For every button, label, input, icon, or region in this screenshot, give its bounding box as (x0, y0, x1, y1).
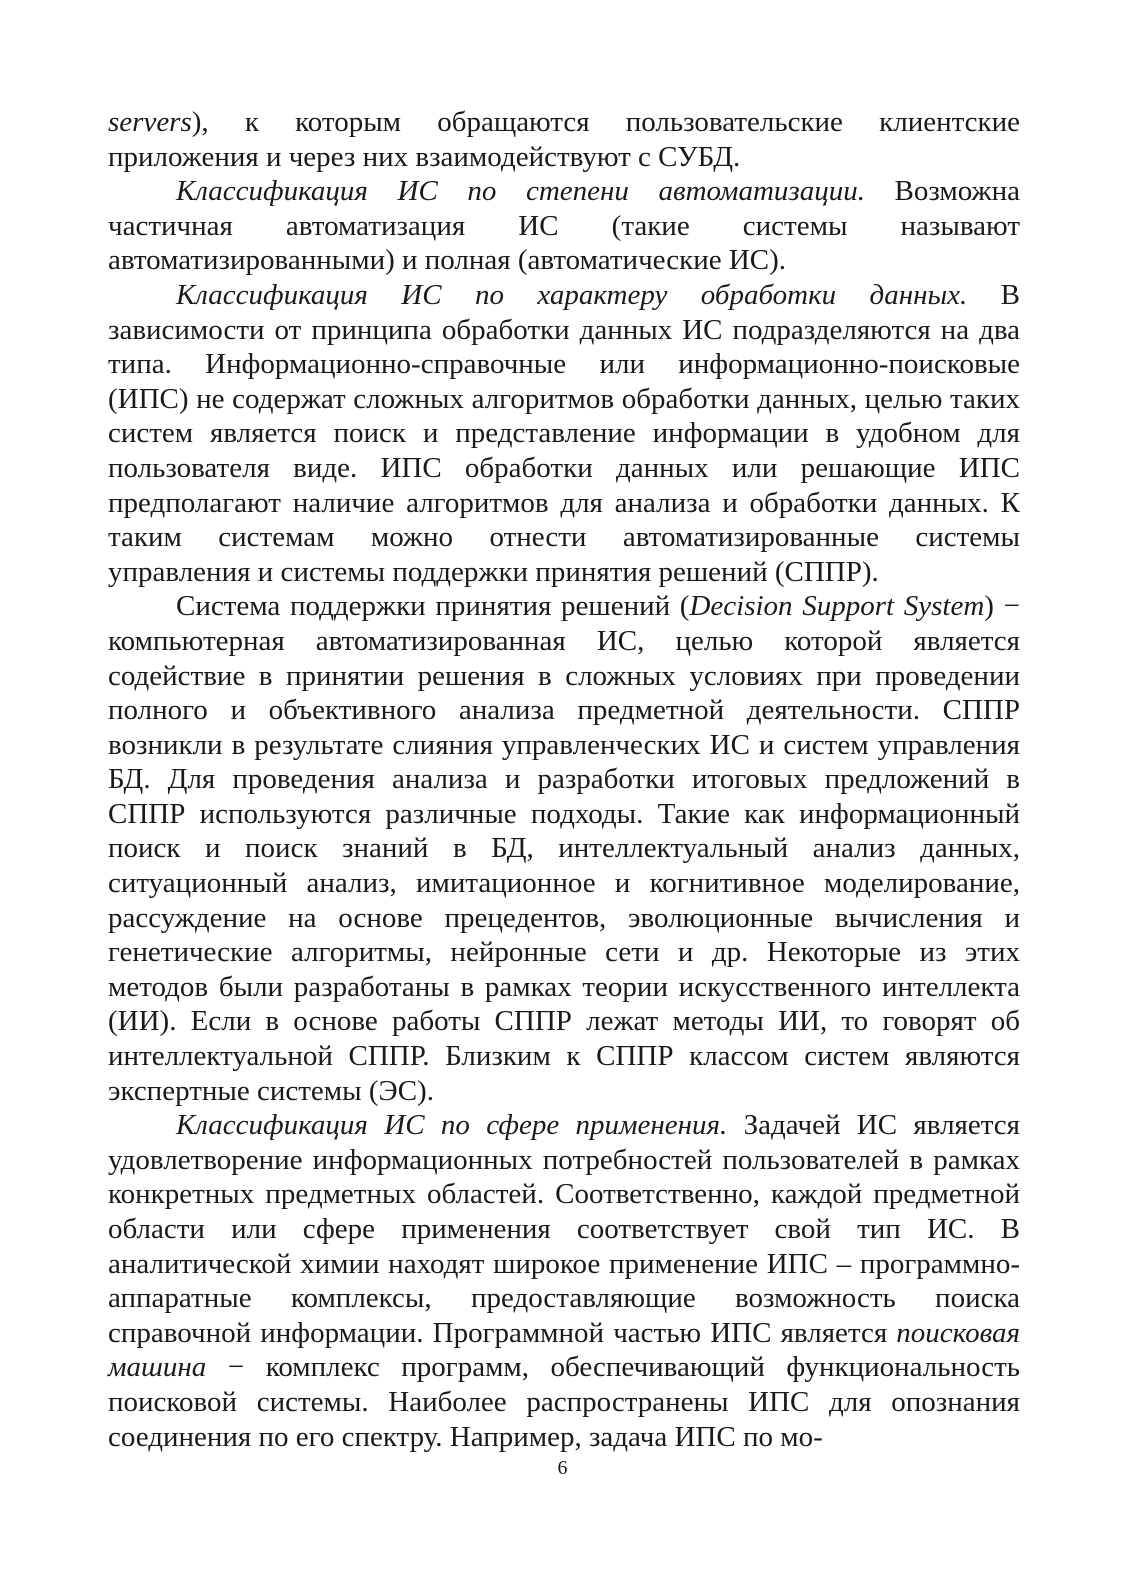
paragraph-text: ), к которым обращаются пользовательские клиентские приложения и через них взаимодействуют с СУБД. (108, 106, 1020, 173)
paragraph-servers (108, 105, 1020, 174)
paragraph-dss (108, 589, 1020, 1108)
paragraph-text: Система поддержки принятия решений ( (176, 590, 690, 623)
paragraph-application-classification (108, 1108, 1020, 1454)
page-body (108, 105, 1020, 1454)
paragraph-text: Задачей ИС является удовлетворение информационных потребностей пользователей в рамках конкретных предметных областей. Соответственно, каждой предметной области или сфере применения соответствует свой тип ИС. В аналитической химии находят широкое применение ИПС – программно-аппаратные комплексы, предоставляющие возможность поиска справочной информации. Программной частью ИПС является (108, 1109, 1021, 1349)
italic-term: servers (108, 106, 192, 138)
paragraph-text: − комплекс программ, обеспечивающий функциональность поисковой системы. Наиболее распространены ИПС для опознания соединения по его спектру. Например, задача ИПС по мо- (108, 1351, 1020, 1453)
italic-heading: Классификация ИС по характеру обработки данных. (176, 278, 968, 311)
paragraph-automation-classification (108, 174, 1020, 278)
paragraph-text: В зависимости от принципа обработки данных ИС подразделяются на два типа. Информационно-справочные или информационно-поисковые (ИПС) не содержат сложных алгоритмов обработки данных, целью таких систем является поиск и представление информации в удобном для пользователя виде. ИПС обработки данных или решающие ИПС предполагают наличие алгоритмов для анализа и обработки данных. К таким системам можно отнести автоматизированные системы управления и системы поддержки принятия решений (СППР). (108, 278, 1021, 588)
paragraph-text: Возможна частичная автоматизация ИС (такие системы называют автоматизированными) и полная (автоматические ИС). (108, 175, 1020, 277)
italic-heading: Классификация ИС по сфере применения. (176, 1109, 728, 1142)
paragraph-processing-classification (108, 278, 1020, 589)
paragraph-text: ) − компьютерная автоматизированная ИС, целью которой является содействие в принятии решения в сложных условиях при проведении полного и объективного анализа предметной деятельности. СППР возникли в результате слияния управленческих ИС и систем управления БД. Для проведения анализа и разработки итоговых предложений в СППР используются различные подходы. Такие как информационный поиск и поиск знаний в БД, интеллектуальный анализ данных, ситуационный анализ, имитационное и когнитивное моделирование, рассуждение на основе прецедентов, эволюционные вычисления и генетические алгоритмы, нейронные сети и др. Некоторые из этих методов были разработаны в рамках теории искусственного интеллекта (ИИ). Если в основе работы СППР лежат методы ИИ, то говорят об интеллектуальной СППР. Близким к СППР классом систем являются экспертные системы (ЭС). (108, 590, 1020, 1107)
italic-term: Decision Support System (689, 590, 985, 623)
italic-term: поисковая машина (108, 1316, 1020, 1384)
italic-heading: Классификация ИС по степени автоматизации. (176, 175, 865, 208)
page-number: 6 (557, 1457, 568, 1479)
